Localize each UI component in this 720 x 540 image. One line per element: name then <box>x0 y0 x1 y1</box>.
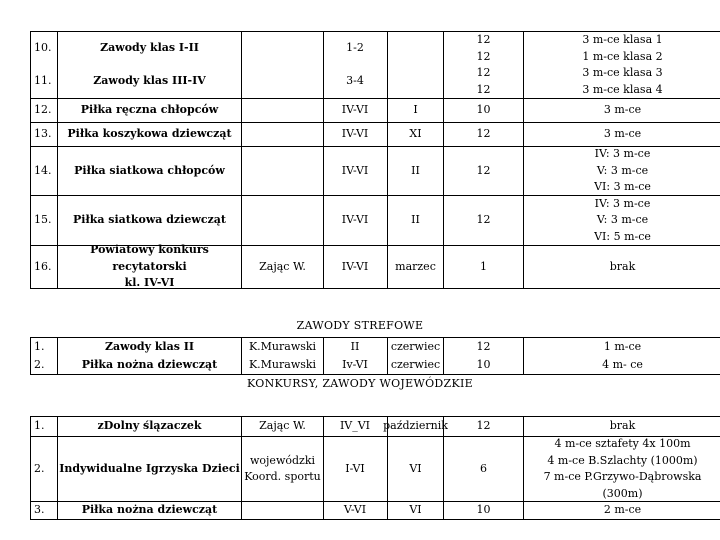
result: 3 m-ce <box>603 127 642 141</box>
team-count: 12 12 <box>476 66 491 96</box>
teacher: K.Murawski <box>248 357 317 371</box>
class-range: IV-VI <box>341 213 369 227</box>
team-count: 12 12 <box>476 33 491 63</box>
event-name: Piłka nożna dziewcząt <box>81 503 218 517</box>
section-title-wojewodzkie: KONKURSY, ZAWODY WOJEWÓDZKIE <box>247 377 473 390</box>
month: VI <box>409 461 422 475</box>
month: czerwiec <box>390 357 441 371</box>
month: II <box>411 213 420 227</box>
month: II <box>411 163 420 177</box>
class-range: IV_VI <box>339 419 371 433</box>
event-name: Piłka koszykowa dziewcząt <box>67 127 232 141</box>
class-range: IV-VI <box>341 127 369 141</box>
team-count: 10 <box>476 357 491 371</box>
month: I <box>413 103 418 117</box>
result: 4 m- ce <box>602 357 643 371</box>
result: 2 m-ce <box>603 503 642 517</box>
row-number: 16. <box>34 259 52 273</box>
event-name: Zawody klas III-IV <box>93 74 206 88</box>
class-range: IV-VI <box>341 163 369 177</box>
row-number: 15. <box>34 213 52 227</box>
section-title-strefowe: ZAWODY STREFOWE <box>296 319 424 332</box>
result: 3 m-ce klasa 3 3 m-ce klasa 4 <box>582 66 663 96</box>
month: październik <box>383 419 448 433</box>
team-count: 10 <box>476 503 491 517</box>
team-count: 12 <box>476 163 491 177</box>
row-number: 12. <box>34 103 52 117</box>
event-name: Piłka siatkowa chłopców <box>74 163 225 177</box>
result: brak <box>609 259 636 273</box>
event-name: Indywidualne Igrzyska Dzieci <box>59 461 240 475</box>
event-name: Zawody klas II <box>104 339 195 353</box>
row-number: 14. <box>34 163 52 177</box>
event-name: Piłka siatkowa dziewcząt <box>73 213 226 227</box>
row-number: 13. <box>34 127 52 141</box>
row-number: 1. <box>34 419 45 433</box>
team-count: 1 <box>480 259 487 273</box>
month: VI <box>409 503 422 517</box>
result: 4 m-ce sztafety 4x 100m 4 m-ce B.Szlachty (1000m) 7 m-ce P.Grzywo-Dąbrowska (300m) <box>543 437 702 500</box>
teacher: wojewódzki Koord. sportu <box>244 453 321 483</box>
row-number: 3. <box>34 503 45 517</box>
class-range: IV-VI <box>341 259 369 273</box>
result: IV: 3 m-ce V: 3 m-ce VI: 3 m-ce <box>594 147 651 194</box>
month: czerwiec <box>390 339 441 353</box>
team-count: 10 <box>476 103 491 117</box>
row-number: 2. <box>34 357 45 371</box>
class-range: V-VI <box>343 503 367 517</box>
class-range: II <box>350 339 360 353</box>
class-range: 1-2 <box>346 40 364 54</box>
team-count: 12 <box>476 213 491 227</box>
row-number: 11. <box>34 74 52 88</box>
result: 3 m-ce klasa 1 1 m-ce klasa 2 <box>582 33 663 63</box>
event-name: Piłka nożna dziewcząt <box>81 357 218 371</box>
result: 1 m-ce <box>603 339 642 353</box>
class-range: Iv-VI <box>342 357 368 371</box>
month: marzec <box>395 259 436 273</box>
row-number: 10. <box>34 40 52 54</box>
event-name: Piłka ręczna chłopców <box>80 103 219 117</box>
row-number: 2. <box>34 461 45 475</box>
event-name: Powiatowy konkurs recytatorski kl. IV-VI <box>90 243 209 290</box>
teacher: Zając W. <box>259 259 306 273</box>
row-number: 1. <box>34 339 45 353</box>
team-count: 6 <box>480 461 487 475</box>
result: IV: 3 m-ce V: 3 m-ce VI: 5 m-ce <box>594 196 651 243</box>
class-range: IV-VI <box>341 103 369 117</box>
team-count: 12 <box>476 339 491 353</box>
team-count: 12 <box>476 127 491 141</box>
event-name: Zawody klas I-II <box>100 40 199 54</box>
teacher: Zając W. <box>259 419 306 433</box>
class-range: I-VI <box>345 461 365 475</box>
result: brak <box>609 419 636 433</box>
event-name: zDolny ślązaczek <box>97 419 202 433</box>
class-range: 3-4 <box>346 74 364 88</box>
teacher: K.Murawski <box>248 339 317 353</box>
month: XI <box>409 127 422 141</box>
team-count: 12 <box>476 419 491 433</box>
result: 3 m-ce <box>603 103 642 117</box>
